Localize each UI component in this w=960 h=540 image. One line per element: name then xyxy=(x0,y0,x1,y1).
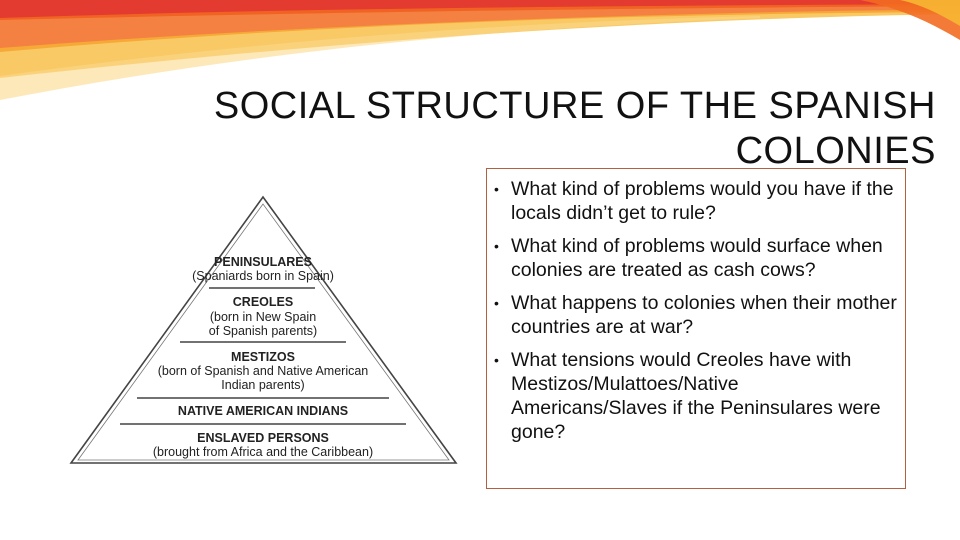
level-peninsulares-desc: (Spaniards born in Spain) xyxy=(192,269,334,283)
level-creoles-desc-2: of Spanish parents) xyxy=(208,324,318,338)
question-item xyxy=(487,291,897,339)
title-line-2: COLONIES xyxy=(735,130,936,172)
question-text: What tensions would Creoles have with Mestizos/Mulattoes/Native Americans/Slaves if the Peninsulares were gone? xyxy=(511,349,881,443)
bullet-icon: • xyxy=(494,295,499,311)
level-creoles-name: CREOLES xyxy=(232,295,294,309)
bullet-icon: • xyxy=(494,352,499,368)
level-mestizos-desc-1: (born of Spanish and Native American xyxy=(157,364,369,378)
level-creoles-desc-1: (born in New Spain xyxy=(209,310,317,324)
question-text: What kind of problems would surface when colonies are treated as cash cows? xyxy=(511,235,883,281)
question-text: What kind of problems would you have if the locals didn’t get to rule? xyxy=(511,178,894,224)
question-item xyxy=(487,234,897,282)
level-mestizos-desc-2: Indian parents) xyxy=(221,378,305,392)
discussion-questions-box xyxy=(486,168,906,489)
question-item xyxy=(487,177,897,225)
bullet-icon: • xyxy=(494,181,499,197)
bullet-icon: • xyxy=(494,238,499,254)
question-list xyxy=(487,177,897,444)
level-enslaved-persons-desc: (brought from Africa and the Caribbean) xyxy=(152,445,374,459)
title-line-1: SOCIAL STRUCTURE OF THE SPANISH xyxy=(213,85,936,127)
level-native-american-indians-name: NATIVE AMERICAN INDIANS xyxy=(177,404,349,418)
question-text: What happens to colonies when their mother countries are at war? xyxy=(511,292,897,338)
level-enslaved-persons-name: ENSLAVED PERSONS xyxy=(197,431,329,445)
question-item xyxy=(487,348,897,444)
level-peninsulares-name: PENINSULARES xyxy=(214,255,312,269)
level-mestizos-name: MESTIZOS xyxy=(231,350,295,364)
social-pyramid-diagram xyxy=(0,0,480,480)
